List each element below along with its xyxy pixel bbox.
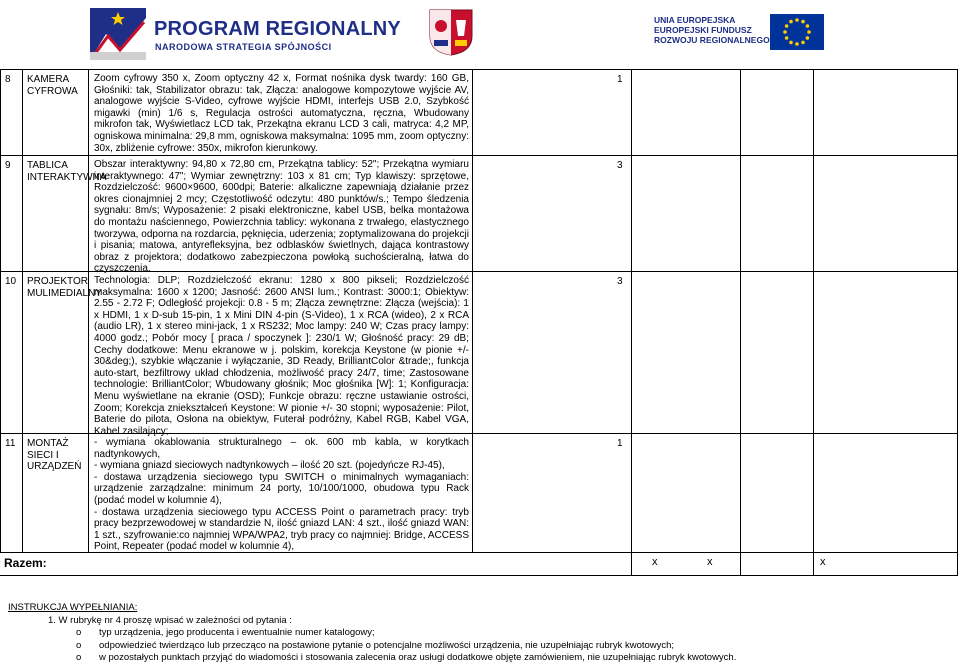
summary-divider: [957, 553, 958, 575]
summary-divider: [740, 553, 741, 575]
program-regionalny-mark-icon: [86, 4, 150, 62]
item-description: [88, 434, 472, 553]
item-quantity: 3: [617, 160, 623, 171]
program-regionalny-logo: [86, 4, 401, 62]
quantity-cell: [472, 70, 631, 156]
empty-cell: [813, 70, 958, 156]
empty-cell: [740, 272, 813, 434]
row-number: 11: [0, 434, 22, 553]
empty-cell: [631, 156, 740, 272]
subitem-text: typ urządzenia, jego producenta i ewentualnie numer katalogowy;: [99, 627, 375, 638]
item-name: TABLICA INTERAKTYWNA: [22, 156, 88, 272]
item-name: PROJEKTOR MULIMEDIALNY: [22, 272, 88, 434]
item-description: Technologia: DLP; Rozdzielczość ekranu: 1280 x 800 pikseli; Rozdzielczość maksymalna: 1600 x 1200; Jasność: 2600 ANSI lum.; Kontrast: 3000:1; Obiektyw: 2.55 - 2.72 F; Odległość projekcji: 0.8 - 5 m; Złącza zewnętrzne: Złącza (wejścia): 1 x HDMI, 1 x D-sub 15-pin, 1 x Mini DIN 4-pin (S-Video), 1 x RCA (wideo), 2 x RCA (audio LR), 1 x stereo mini-jack, 1 x RS232; Moc lampy: 240 W; Czas pracy lampy: 4000 godz.; Pobór mocy [ praca / spoczynek ]: 230/1 W; Głośność pracy: 29 dB; Cechy dodatkowe: Menu ekranowe w j. polskim, korekcja Keystone (w pionie +/- 30&deg;), szybkie włączanie i wyłączanie, 3D Ready, BrilliantColor &trade;, funkcja auto-start, bezfiltrowy układ chłodzenia, możliwość pracy 24/7, time; Zastosowane technologie: BrilliantColor; Wbudowany głośnik; Moc głośnika [W]: 1; Konfiguracja: Menu wyświetlane na ekranie (OSD); Funkcje obrazu: ręczne ustawianie ostrości, Zoom; Korekcja zniekształceń Keystone: W pionie +/- 30 stopni; wyposażenie: Pilot, Baterie do pilota, Osłona na obiektyw, Futerał podróżny, Kabel RGB, Kabel VGA, Kabel zasilający;: [88, 272, 472, 434]
item-name: MONTAŻ SIECI I URZĄDZEŃ: [22, 434, 88, 553]
item-quantity: 3: [617, 276, 623, 287]
item-quantity: 1: [617, 438, 623, 449]
item-description: Obszar interaktywny: 94,80 x 72,80 cm, Przekątna tablicy: 52"; Przekątna wymiaru interaktywnego: 47"; Wymiar zewnętrzny: 103 x 81 cm; Typ klawiszy: sprzętowe, Rozdzielczość: 9600×9600, 600dpi; Baterie: alkaliczne zapewniają działanie przez okres cionajmniej 2 mcy; Częstotliwość odczytu: 480 punktów/s.; Tempo śledzenia sygnału: 8m/s; Wyposażenie: 2 pisaki elektroniczne, kabel USB, belka montażowa do montażu naściennego, Powierzchnia tablicy: wykonana z trwałego, elastycznego tworzywa, odporna na rozdarcia, pęknięcia, uderzenia; zoptymalizowana do projekcji i pisania; matowa, antyrefleksyjna, bez odblasków świetlnych, dająca kontrastowy obraz z projektora; dodatkowo zabezpieczona powłoką suchościeralną, łatwa do czyszczenia.: [88, 156, 472, 272]
instructions-title: INSTRUKCJA WYPEŁNIANIA:: [8, 602, 138, 613]
table-row: [0, 433, 958, 553]
empty-cell: [813, 156, 958, 272]
instructions-subitem: [8, 640, 736, 653]
eu-line-2: EUROPEJSKI FUNDUSZ: [654, 25, 752, 35]
empty-cell: [631, 434, 740, 553]
bullet-icon: o: [76, 627, 82, 638]
program-subtitle: NARODOWA STRATEGIA SPÓJNOŚCI: [155, 42, 332, 52]
table-row: [0, 69, 958, 156]
instructions-item: 1. W rubrykę nr 4 proszę wpisać w zależności od pytania :: [48, 614, 292, 626]
empty-cell: [631, 272, 740, 434]
row-number: 10: [0, 272, 22, 434]
description-line: - wymiana gniazd sieciowych nadtynkowych – ilość 20 szt. (pojedyńcze RJ-45),: [94, 460, 445, 472]
empty-cell: [813, 272, 958, 434]
item-quantity: 1: [617, 74, 623, 85]
summary-row: [0, 552, 958, 576]
coat-of-arms-icon: [428, 8, 474, 56]
description-line: - dostawa urządzenia sieciowego typu SWITCH o minimalnych wymaganiach: urządzenie zarządzalne: minimum 24 porty, 10/100/1000, obudowa typu Rack (podać model w kolumnie 4),: [94, 471, 469, 506]
empty-cell: [740, 434, 813, 553]
bullet-icon: o: [76, 639, 82, 651]
eu-line-3: ROZWOJU REGIONALNEGO: [654, 35, 770, 45]
summary-divider: [813, 553, 814, 575]
item-description: Zoom cyfrowy 350 x, Zoom optyczny 42 x, Format nośnika dysk twardy: 160 GB, Głośniki: tak, Stabilizator obrazu: tak, Złącza: analogowe kompozytowe wyjście AV, analogowe wyjście S-Video, cyfrowe wyjście HDMI, interfejs USB 2.0, Szybkość migawki (min) 1/6 s, Regulacja ostrości automatyczna, ręczna, Wbudowany mikrofon tak, Wyświetlacz LCD tak, Przekątna ekranu LCD 3 cali, matryca: 4,2 MP, ogniskowa minimalna: 29,8 mm, ogniskowa maksymalna: 1095 mm, zoom optyczny: 30x, zbliżenie cyfrowe: 350x, mikrofon kierunkowy.: [88, 70, 472, 156]
table-row: [0, 271, 958, 437]
summary-x: x: [707, 556, 713, 568]
subitem-text: w pozostałych punktach przyjąć do wiadomości i stosowania zalecenia oraz usługi dodatkowe objęte zamówieniem, nie uzupełniając rubryk kwotowych.: [99, 652, 737, 663]
quantity-cell: [472, 434, 631, 553]
item-name: KAMERA CYFROWA: [22, 70, 88, 156]
quantity-cell: [472, 272, 631, 434]
eu-logo: [654, 14, 824, 54]
eu-flag-icon: [770, 14, 824, 50]
quantity-cell: [472, 156, 631, 272]
row-number: 9: [0, 156, 22, 272]
page-header: [0, 0, 960, 66]
empty-cell: [740, 70, 813, 156]
summary-x: x: [652, 556, 658, 568]
summary-divider: [631, 553, 632, 575]
program-title: PROGRAM REGIONALNY: [154, 18, 401, 40]
description-line: - dostawa urządzenia sieciowego typu ACCESS Point o parametrach pracy: tryb pracy bezprzewodowej w standardzie N, ilość gniazd LAN: 4 szt., ilość gniazd WAN: 1 szt., szyfrowanie:co najmniej WPA/WPA2, tryb pracy co najmniej: Bridge, ACCESS Point, Repeater (podać model w kolumnie 4),: [94, 506, 469, 553]
eu-line-1: UNIA EUROPEJSKA: [654, 15, 736, 25]
instructions-subitem: [8, 627, 736, 640]
summary-label: Razem:: [4, 556, 47, 570]
bullet-icon: o: [76, 652, 82, 663]
subitem-text: odpowiedzieć twierdząco lub przecząco na postawione pytanie o potencjalne możliwości urządzenia, nie uzupełniając rubryk kwotowych;: [99, 639, 675, 651]
instructions: [8, 602, 736, 665]
row-number: 8: [0, 70, 22, 156]
empty-cell: [813, 434, 958, 553]
instructions-subitem: [8, 652, 736, 665]
empty-cell: [631, 70, 740, 156]
empty-cell: [740, 156, 813, 272]
summary-x: x: [820, 556, 826, 568]
table-row: [0, 155, 958, 275]
description-line: - wymiana okablowania strukturalnego – ok. 600 mb kabla, w korytkach nadtynkowych,: [94, 437, 469, 460]
